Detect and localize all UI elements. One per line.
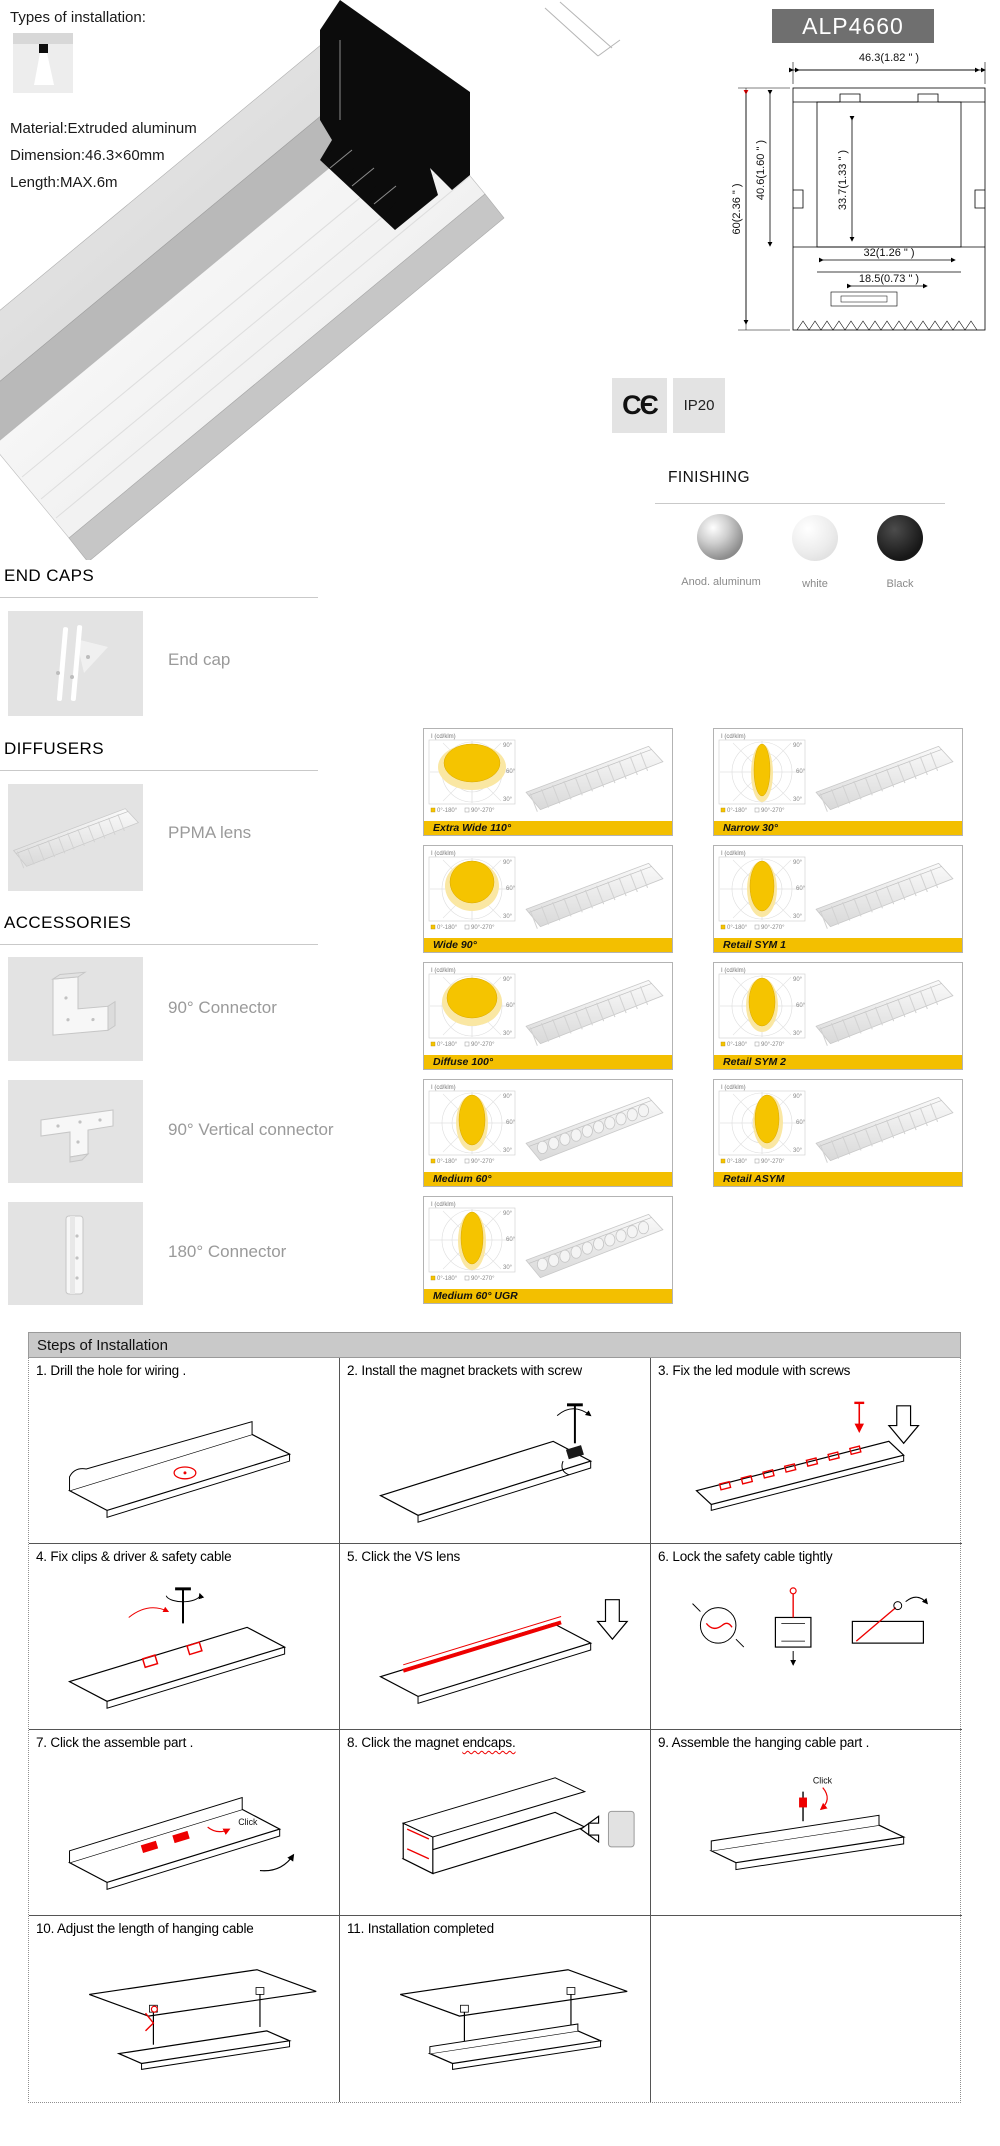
ce-badge — [612, 378, 667, 433]
connector-90-label: 90° Connector — [168, 998, 277, 1017]
end-caps-title: END CAPS — [4, 566, 95, 585]
svg-text:90°-270°: 90°-270° — [471, 808, 495, 814]
svg-text:I (cd/klm): I (cd/klm) — [431, 851, 456, 857]
accessories-rule — [0, 944, 318, 945]
click-label: Click — [812, 1775, 833, 1786]
svg-text:90°: 90° — [503, 1211, 513, 1217]
beam-label: Narrow 30° — [714, 821, 962, 835]
length-line: Length:MAX.6m — [10, 174, 118, 191]
svg-text:0°-180°: 0°-180° — [727, 925, 748, 931]
svg-text:60°: 60° — [506, 1120, 516, 1126]
step-10 — [29, 1916, 340, 2102]
step-11-illustration — [344, 1950, 644, 2098]
svg-text:90°: 90° — [503, 977, 513, 983]
step-9-illustration — [655, 1764, 955, 1912]
step-3 — [651, 1358, 962, 1544]
svg-text:0°-180°: 0°-180° — [727, 808, 748, 814]
svg-text:90°: 90° — [793, 743, 803, 749]
dim-width-top: 46.3(1.82 " ) — [858, 52, 920, 64]
svg-text:30°: 30° — [503, 1148, 513, 1154]
svg-text:0°-180°: 0°-180° — [437, 925, 458, 931]
step-caption: 2. Install the magnet brackets with screw — [347, 1363, 582, 1378]
beam-cell-medium-ugr — [423, 1196, 673, 1304]
finishing-rule — [655, 503, 945, 504]
diffuser-photo — [810, 969, 958, 1055]
dim-width-small: 18.5(0.73 " ) — [858, 273, 920, 285]
svg-text:I (cd/klm): I (cd/klm) — [721, 851, 746, 857]
step-6-illustration — [655, 1578, 955, 1726]
step-7-illustration — [33, 1764, 333, 1912]
connector-180-image — [8, 1202, 143, 1305]
swatch-white — [792, 515, 838, 561]
step-caption-endcaps: endcaps. — [462, 1735, 516, 1750]
svg-text:90°: 90° — [793, 1094, 803, 1100]
step-caption: 8. Click the magnet endcaps. — [347, 1735, 516, 1750]
svg-text:90°-270°: 90°-270° — [761, 925, 785, 931]
step-8-illustration — [344, 1764, 644, 1912]
step-5-illustration — [344, 1578, 644, 1726]
dimension-line: Dimension:46.3×60mm — [10, 147, 165, 164]
step-caption: 3. Fix the led module with screws — [658, 1363, 851, 1378]
diffusers-title: DIFFUSERS — [4, 739, 104, 758]
svg-text:90°-270°: 90°-270° — [761, 1042, 785, 1048]
ppma-lens-image — [8, 784, 143, 891]
beam-cell-wide — [423, 845, 673, 953]
svg-text:30°: 30° — [793, 914, 803, 920]
material-line: Material:Extruded aluminum — [10, 120, 197, 137]
photometric-diagram — [717, 848, 809, 932]
svg-text:30°: 30° — [503, 1265, 513, 1271]
step-caption: 1. Drill the hole for wiring . — [36, 1363, 187, 1378]
swatch-label-white: white — [802, 578, 828, 590]
svg-text:90°-270°: 90°-270° — [761, 808, 785, 814]
end-cap-image — [8, 611, 143, 716]
swatch-label-black: Black — [886, 578, 914, 590]
connector-180-drawing — [8, 1202, 143, 1305]
svg-text:90°-270°: 90°-270° — [471, 1042, 495, 1048]
photometric-diagram — [427, 1199, 519, 1283]
beam-label: Retail ASYM — [714, 1172, 962, 1186]
diffuser-photo — [520, 969, 668, 1055]
beam-cell-extra-wide — [423, 728, 673, 836]
beam-cell-retail-sym1 — [713, 845, 963, 953]
end-cap-label: End cap — [168, 650, 231, 669]
installation-type-icon — [13, 33, 73, 93]
step-caption: 5. Click the VS lens — [347, 1549, 461, 1564]
diffusers-rule — [0, 770, 318, 771]
svg-text:30°: 30° — [503, 914, 513, 920]
finishing-title: FINISHING — [668, 469, 750, 486]
photometric-diagram — [717, 965, 809, 1049]
photometric-diagram — [427, 848, 519, 932]
svg-text:60°: 60° — [506, 1237, 516, 1243]
step-11 — [340, 1916, 651, 2102]
svg-text:0°-180°: 0°-180° — [437, 1276, 458, 1282]
svg-text:0°-180°: 0°-180° — [727, 1042, 748, 1048]
connector-90v-label: 90° Vertical connector — [168, 1120, 334, 1139]
step-1-illustration — [33, 1392, 333, 1540]
svg-text:90°-270°: 90°-270° — [471, 925, 495, 931]
product-render-image — [0, 0, 660, 560]
photometric-diagram — [427, 965, 519, 1049]
connector-90v-drawing — [8, 1080, 143, 1183]
diffuser-photo — [520, 852, 668, 938]
step-5 — [340, 1544, 651, 1730]
step-6 — [651, 1544, 962, 1730]
beam-label: Retail SYM 1 — [714, 938, 962, 952]
ip20-badge — [673, 378, 725, 433]
svg-text:30°: 30° — [793, 1031, 803, 1037]
step-9 — [651, 1730, 962, 1916]
material-spec-block — [10, 115, 197, 196]
svg-text:30°: 30° — [793, 797, 803, 803]
svg-text:90°: 90° — [503, 860, 513, 866]
beam-cell-retail-sym2 — [713, 962, 963, 1070]
svg-text:60°: 60° — [796, 1120, 806, 1126]
ip-rating: IP20 — [683, 397, 715, 414]
end-cap-drawing — [8, 611, 143, 716]
diffuser-photo — [810, 852, 958, 938]
swatch-anodized-aluminum — [697, 514, 743, 560]
svg-text:I (cd/klm): I (cd/klm) — [431, 734, 456, 740]
step-2-illustration — [344, 1392, 644, 1540]
svg-text:60°: 60° — [506, 886, 516, 892]
steps-grid — [28, 1358, 961, 2103]
svg-text:I (cd/klm): I (cd/klm) — [721, 1085, 746, 1091]
svg-text:I (cd/klm): I (cd/klm) — [431, 968, 456, 974]
step-caption: 11. Installation completed — [347, 1921, 494, 1936]
step-10-illustration — [33, 1950, 333, 2098]
svg-text:0°-180°: 0°-180° — [437, 1159, 458, 1165]
beam-cell-narrow — [713, 728, 963, 836]
photometric-diagram — [427, 1082, 519, 1166]
svg-text:0°-180°: 0°-180° — [437, 1042, 458, 1048]
svg-text:60°: 60° — [506, 1003, 516, 1009]
types-of-installation-label: Types of installation: — [10, 9, 146, 26]
diffuser-photo — [520, 735, 668, 821]
svg-text:60°: 60° — [506, 769, 516, 775]
beam-label: Extra Wide 110° — [424, 821, 672, 835]
step-7 — [29, 1730, 340, 1916]
click-label: Click — [238, 1817, 258, 1828]
accessories-title: ACCESSORIES — [4, 913, 132, 932]
step-8 — [340, 1730, 651, 1916]
diffuser-photo — [810, 735, 958, 821]
photometric-diagram — [427, 731, 519, 815]
swatch-label-anodized: Anod. aluminum — [681, 576, 761, 588]
svg-text:I (cd/klm): I (cd/klm) — [431, 1085, 456, 1091]
dim-cavity-height: 33.7(1.33 " ) — [837, 149, 849, 211]
connector-180-label: 180° Connector — [168, 1242, 287, 1261]
steps-header: Steps of Installation — [28, 1332, 961, 1358]
ppma-lens-label: PPMA lens — [168, 823, 252, 842]
beam-label: Wide 90° — [424, 938, 672, 952]
steps-of-installation — [28, 1332, 961, 2103]
dim-height-inner: 40.6(1.60 " ) — [755, 139, 767, 201]
swatch-black — [877, 515, 923, 561]
beam-label: Diffuse 100° — [424, 1055, 672, 1069]
svg-text:I (cd/klm): I (cd/klm) — [721, 734, 746, 740]
svg-text:90°: 90° — [503, 743, 513, 749]
svg-text:30°: 30° — [503, 1031, 513, 1037]
ppma-lens-drawing — [8, 784, 143, 891]
step-3-illustration — [655, 1392, 955, 1540]
beam-cell-diffuse — [423, 962, 673, 1070]
step-1 — [29, 1358, 340, 1544]
diffuser-photo — [520, 1086, 668, 1172]
connector-90-image — [8, 957, 143, 1061]
photometric-diagram — [717, 731, 809, 815]
svg-text:30°: 30° — [793, 1148, 803, 1154]
svg-text:90°-270°: 90°-270° — [761, 1159, 785, 1165]
svg-text:90°-270°: 90°-270° — [471, 1276, 495, 1282]
step-caption: 6. Lock the safety cable tightly — [658, 1549, 833, 1564]
svg-text:I (cd/klm): I (cd/klm) — [431, 1202, 456, 1208]
step-empty — [651, 1916, 962, 2102]
connector-90-drawing — [8, 957, 143, 1061]
step-2 — [340, 1358, 651, 1544]
svg-text:60°: 60° — [796, 1003, 806, 1009]
beam-label: Medium 60° UGR — [424, 1289, 672, 1303]
svg-text:60°: 60° — [796, 886, 806, 892]
svg-text:90°-270°: 90°-270° — [471, 1159, 495, 1165]
dim-height: 60(2.36 " ) — [731, 183, 743, 235]
step-caption: 4. Fix clips & driver & safety cable — [36, 1549, 232, 1564]
step-4 — [29, 1544, 340, 1730]
svg-text:90°: 90° — [503, 1094, 513, 1100]
svg-text:I (cd/klm): I (cd/klm) — [721, 968, 746, 974]
beam-cell-medium — [423, 1079, 673, 1187]
diffuser-photo — [520, 1203, 668, 1289]
beam-label: Retail SYM 2 — [714, 1055, 962, 1069]
model-number-header: ALP4660 — [772, 9, 934, 43]
svg-text:30°: 30° — [503, 797, 513, 803]
beam-label: Medium 60° — [424, 1172, 672, 1186]
svg-text:90°: 90° — [793, 977, 803, 983]
end-caps-rule — [0, 597, 318, 598]
dimension-drawing — [700, 40, 1000, 345]
connector-90v-image — [8, 1080, 143, 1183]
photometric-diagram — [717, 1082, 809, 1166]
beam-cell-retail-asym — [713, 1079, 963, 1187]
step-caption: 9. Assemble the hanging cable part . — [658, 1735, 870, 1750]
svg-text:90°: 90° — [793, 860, 803, 866]
step-caption: 10. Adjust the length of hanging cable — [36, 1921, 254, 1936]
svg-text:0°-180°: 0°-180° — [437, 808, 458, 814]
ce-mark: CЄ — [622, 390, 657, 420]
diffuser-photo — [810, 1086, 958, 1172]
step-4-illustration — [33, 1578, 333, 1726]
svg-text:60°: 60° — [796, 769, 806, 775]
dim-width-mid: 32(1.26 " ) — [863, 247, 915, 259]
step-caption: 7. Click the assemble part . — [36, 1735, 194, 1750]
svg-text:0°-180°: 0°-180° — [727, 1159, 748, 1165]
